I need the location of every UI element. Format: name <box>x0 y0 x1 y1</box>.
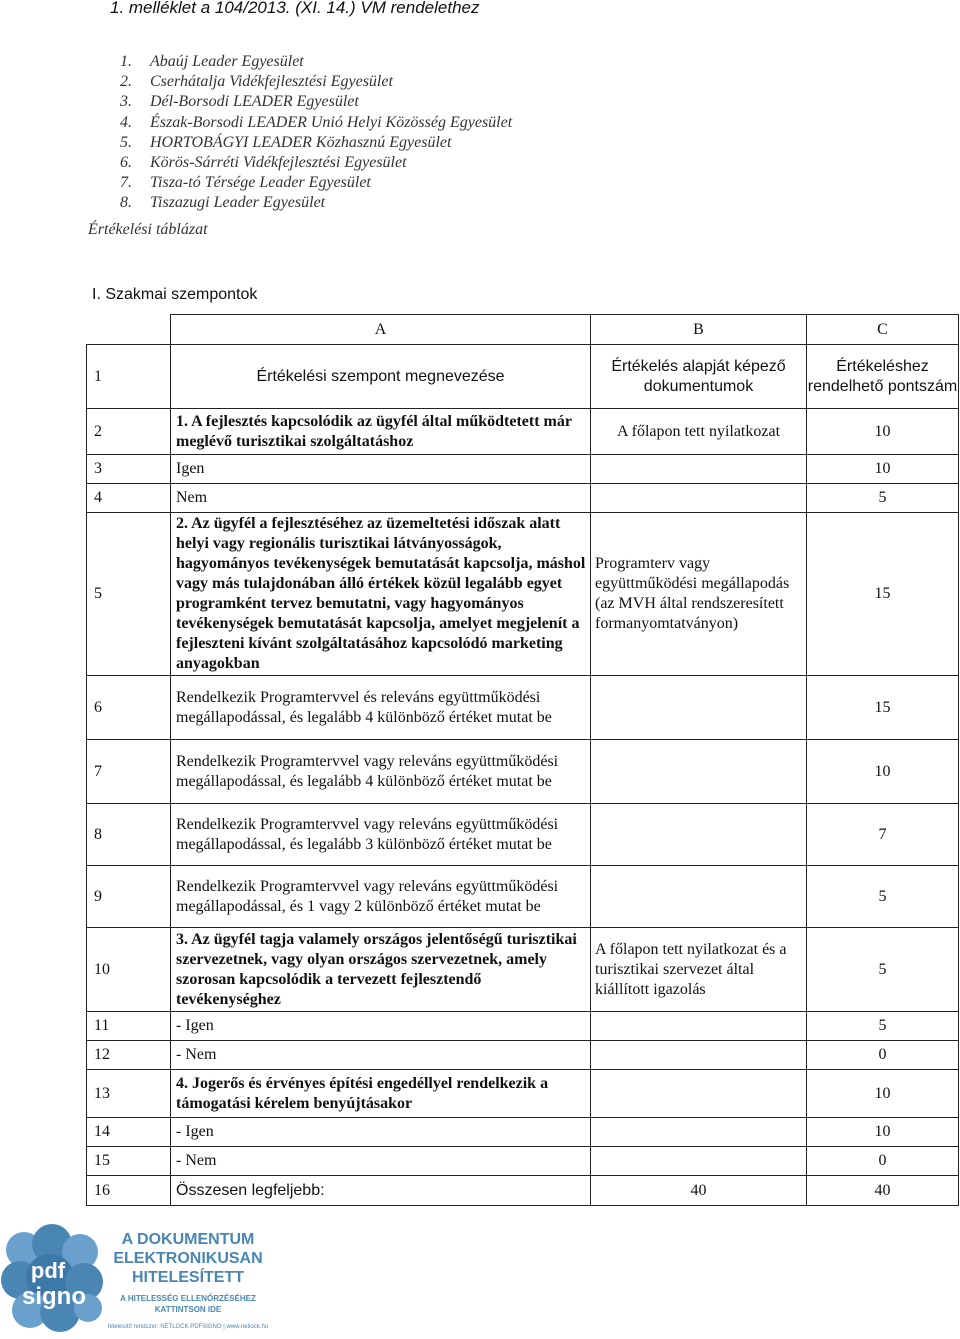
list-item: 8. Tiszazugi Leader Egyesület <box>120 194 326 212</box>
table-row: 10 3. Az ügyfél tagja valamely országos jelentőségű turisztikai szervezetnek, vagy olyan országos szervezetnek, amely szorosan kapcsolódik a tervezett fejlesztendő tevékenységhez A főlapon tett nyilatkozat és a turisztikai szervezet által kiállított igazolás 5 <box>87 928 959 1012</box>
total-row: 16 Összesen legfeljebb: 40 40 <box>87 1176 959 1206</box>
table-title: Értékelési táblázat <box>88 221 208 238</box>
table-row: 7 Rendelkezik Programtervvel vagy releváns együttműködési megállapodással, és legalább 4 különböző értéket mutat be 10 <box>87 740 959 804</box>
total-b-value: 40 <box>591 1176 807 1206</box>
table-row: 4 Nem 5 <box>87 484 959 513</box>
stamp-footer: hitelesítő rendszer: NETLOCK PDFSIGNO | www.netlock.hu <box>107 1324 269 1330</box>
table-row: 2 1. A fejlesztés kapcsolódik az ügyfél által működtetett már meglévő turisztikai szolgáltatáshoz A főlapon tett nyilatkozat 10 <box>87 409 959 455</box>
column-c-title: Értékeléshez rendelhető pontszám <box>807 345 959 409</box>
organization-list <box>120 52 512 214</box>
evaluation-table <box>86 314 959 1206</box>
table-row: 8 Rendelkezik Programtervvel vagy releváns együttműködési megállapodással, és legalább 3 különböző értéket mutat be 7 <box>87 804 959 866</box>
list-item: 7. Tisza-tó Térsége Leader Egyesület <box>120 174 371 192</box>
total-label: Összesen legfeljebb: <box>171 1176 591 1206</box>
column-header-row <box>87 315 959 345</box>
list-item: 2. Cserhátalja Vidékfejlesztési Egyesület <box>120 73 393 91</box>
stamp-line-4: A HITELESSÉG ELLENŐRZÉSÉHEZ <box>120 1294 256 1303</box>
column-c-header: C <box>807 315 959 345</box>
stamp-line-5: KATTINTSON IDE <box>154 1305 222 1314</box>
table-row: 9 Rendelkezik Programtervvel vagy releváns együttműködési megállapodással, és 1 vagy 2 különböző értéket mutat be 5 <box>87 866 959 928</box>
corner-cell <box>87 315 171 345</box>
column-b-title: Értékelés alapját képező dokumentumok <box>591 345 807 409</box>
list-item: 6. Körös-Sárréti Vidékfejlesztési Egyesület <box>120 153 407 171</box>
section-title: I. Szakmai szempontok <box>92 286 258 303</box>
page-header: 1. melléklet a 104/2013. (XI. 14.) VM rendelethez <box>110 0 480 17</box>
stamp-line-2: ELEKTRONIKUSAN <box>113 1250 263 1267</box>
table-row: 11 - Igen 5 <box>87 1012 959 1041</box>
total-c-value: 40 <box>807 1176 959 1206</box>
table-row: 3 Igen 10 <box>87 455 959 484</box>
table-row: 1 Értékelési szempont megnevezése Értékelés alapját képező dokumentumok Értékeléshez rendelhető pontszám <box>87 345 959 409</box>
svg-text:signo: signo <box>22 1283 86 1310</box>
stamp-graphic <box>0 1222 282 1334</box>
column-b-header: B <box>591 315 807 345</box>
svg-text:pdf: pdf <box>30 1258 66 1283</box>
table-row: 12 - Nem 0 <box>87 1041 959 1070</box>
table-row: 6 Rendelkezik Programtervvel és releváns együttműködési megállapodással, és legalább 4 különböző értéket mutat be 15 <box>87 676 959 740</box>
table-row: 14 - Igen 10 <box>87 1118 959 1147</box>
pdfsigno-verification-stamp[interactable] <box>0 1222 282 1334</box>
list-item: 5. HORTOBÁGYI LEADER Közhasznú Egyesület <box>120 133 452 151</box>
column-a-header: A <box>171 315 591 345</box>
stamp-line-3: HITELESÍTETT <box>132 1269 244 1286</box>
list-item: 1. Abaúj Leader Egyesület <box>120 53 304 70</box>
table-row: 5 2. Az ügyfél a fejlesztéséhez az üzemeltetési időszak alatt helyi vagy regionális turisztikai látványosságok, hagyományos tevékenységek bemutatását kapcsolja, máshol vagy más tulajdonában álló értékek közül legalább egyet programként tervez bemutatni, vagy hagyományos tevékenységek bemutatását kapcsolja, amelyet megjelenít a fejleszteni kívánt szolgáltatásához kapcsolódó marketing anyagokban Programterv vagy együttműködési megállapodás (az MVH által rendszeresített formanyomtatványon) 15 <box>87 513 959 676</box>
stamp-line-1: A DOKUMENTUM <box>121 1231 255 1248</box>
pdfsigno-logo <box>1 1224 103 1332</box>
column-a-title: Értékelési szempont megnevezése <box>171 345 591 409</box>
list-item: 4. Észak-Borsodi LEADER Unió Helyi Közösség Egyesület <box>120 113 513 131</box>
list-item: 3. Dél-Borsodi LEADER Egyesület <box>120 93 359 111</box>
table-row: 13 4. Jogerős és érvényes építési engedéllyel rendelkezik a támogatási kérelem benyújtásakor 10 <box>87 1070 959 1118</box>
table-row: 15 - Nem 0 <box>87 1147 959 1176</box>
